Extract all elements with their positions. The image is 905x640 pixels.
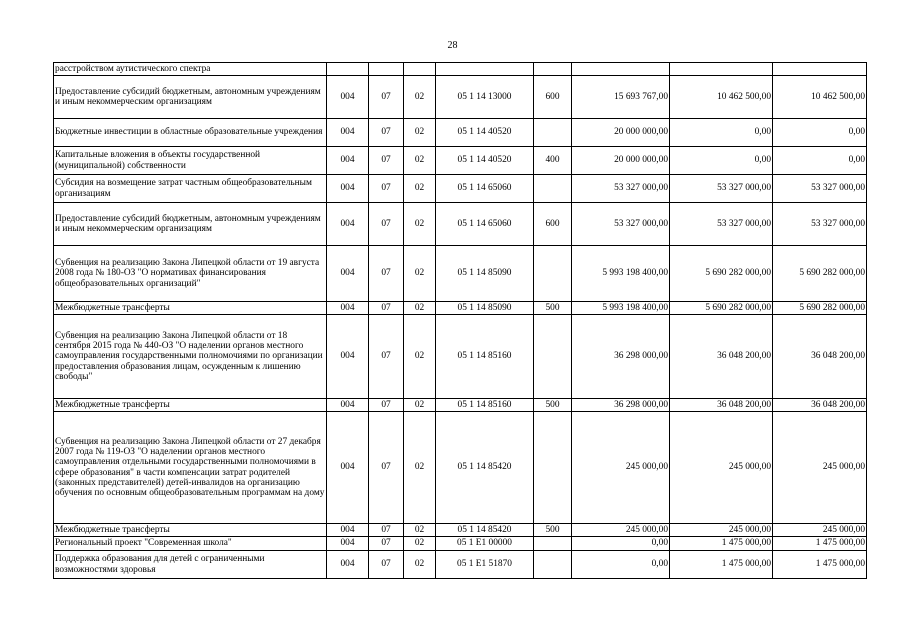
cell-pr: 02 [404,246,436,302]
cell-sum2: 1 475 000,00 [670,537,773,551]
cell-csr: 05 1 14 65060 [436,203,534,246]
table-row [54,203,867,246]
cell-sum3: 36 048 200,00 [773,315,867,399]
cell-pr: 02 [404,203,436,246]
cell-sum3: 53 327 000,00 [773,175,867,203]
cell-sum1: 20 000 000,00 [572,147,670,175]
cell-ved: 004 [327,76,369,119]
cell-sum1: 0,00 [572,551,670,579]
cell-vr: 500 [534,399,572,412]
cell-ved: 004 [327,147,369,175]
cell-name: Поддержка образования для детей с ограниченными возможностями здоровья [54,551,327,579]
cell-pr: 02 [404,76,436,119]
cell-csr: 05 1 14 85160 [436,399,534,412]
cell-name: Региональный проект "Современная школа" [54,537,327,551]
cell-sum2: 36 048 200,00 [670,399,773,412]
cell-sum3: 53 327 000,00 [773,203,867,246]
table-row [54,399,867,412]
cell-sum3: 0,00 [773,147,867,175]
cell-csr: 05 1 14 65060 [436,175,534,203]
cell-csr: 05 1 14 85420 [436,524,534,537]
cell-ved: 004 [327,524,369,537]
cell-csr: 05 1 14 85090 [436,246,534,302]
cell-sum1: 15 693 767,00 [572,76,670,119]
cell-rz: 07 [369,203,404,246]
cell-csr: 05 1 E1 51870 [436,551,534,579]
cell-rz: 07 [369,302,404,315]
cell-vr: 400 [534,147,572,175]
cell-csr: 05 1 14 40520 [436,119,534,147]
cell-rz: 07 [369,175,404,203]
cell-sum2: 10 462 500,00 [670,76,773,119]
cell-vr: 600 [534,76,572,119]
cell-vr: 500 [534,302,572,315]
cell-sum1: 245 000,00 [572,412,670,524]
cell-sum3: 5 690 282 000,00 [773,302,867,315]
cell-name: Субвенция на реализацию Закона Липецкой области от 27 декабря 2007 года № 119-ОЗ "О наделении органов местного самоуправления отдельными государственными полномочиями в сфере образования" в части компенсации затрат родителей (законных представителей) детей-инвалидов на организацию обучения по основным общеобразовательным программам на дому [54,412,327,524]
cell-sum2: 36 048 200,00 [670,315,773,399]
cell-csr: 05 1 14 85420 [436,412,534,524]
cell-sum2: 5 690 282 000,00 [670,302,773,315]
cell-pr: 02 [404,147,436,175]
cell-csr: 05 1 14 85160 [436,315,534,399]
cell-rz: 07 [369,246,404,302]
cell-sum3 [773,63,867,76]
cell-pr: 02 [404,551,436,579]
cell-sum3: 1 475 000,00 [773,551,867,579]
table-row [54,537,867,551]
cell-pr: 02 [404,524,436,537]
cell-sum3: 1 475 000,00 [773,537,867,551]
cell-vr [534,551,572,579]
cell-pr: 02 [404,399,436,412]
budget-table-body [54,63,867,579]
cell-sum1: 20 000 000,00 [572,119,670,147]
cell-sum1: 36 298 000,00 [572,315,670,399]
cell-name: Капитальные вложения в объекты государственной (муниципальной) собственности [54,147,327,175]
cell-vr [534,175,572,203]
cell-vr [534,119,572,147]
cell-name: Бюджетные инвестиции в областные образовательные учреждения [54,119,327,147]
cell-sum1: 0,00 [572,537,670,551]
cell-ved: 004 [327,551,369,579]
cell-pr: 02 [404,175,436,203]
cell-sum3: 10 462 500,00 [773,76,867,119]
cell-csr: 05 1 14 13000 [436,76,534,119]
cell-vr: 500 [534,524,572,537]
cell-pr: 02 [404,412,436,524]
cell-rz: 07 [369,147,404,175]
cell-sum1: 53 327 000,00 [572,175,670,203]
cell-sum1: 5 993 198 400,00 [572,302,670,315]
cell-rz: 07 [369,524,404,537]
cell-name: Предоставление субсидий бюджетным, автономным учреждениям и иным некоммерческим организациям [54,203,327,246]
cell-name: расстройством аутистического спектра [54,63,327,76]
cell-sum1 [572,63,670,76]
cell-sum3: 245 000,00 [773,524,867,537]
table-row [54,175,867,203]
cell-sum2: 245 000,00 [670,524,773,537]
cell-vr [534,246,572,302]
table-row [54,302,867,315]
cell-sum3: 245 000,00 [773,412,867,524]
cell-sum2: 53 327 000,00 [670,203,773,246]
cell-vr [534,412,572,524]
cell-csr [436,63,534,76]
cell-sum2: 5 690 282 000,00 [670,246,773,302]
cell-rz: 07 [369,551,404,579]
page-number: 28 [447,40,458,51]
cell-ved: 004 [327,246,369,302]
cell-sum2: 0,00 [670,147,773,175]
cell-sum3: 0,00 [773,119,867,147]
table-row [54,315,867,399]
cell-sum2: 245 000,00 [670,412,773,524]
cell-rz: 07 [369,399,404,412]
cell-name: Предоставление субсидий бюджетным, автономным учреждениям и иным некоммерческим организациям [54,76,327,119]
cell-rz [369,63,404,76]
cell-sum2: 1 475 000,00 [670,551,773,579]
table-row [54,246,867,302]
cell-sum2: 53 327 000,00 [670,175,773,203]
budget-table [53,62,867,579]
cell-csr: 05 1 14 85090 [436,302,534,315]
cell-sum3: 36 048 200,00 [773,399,867,412]
cell-pr: 02 [404,537,436,551]
cell-pr [404,63,436,76]
table-row [54,119,867,147]
cell-name: Межбюджетные трансферты [54,302,327,315]
cell-ved: 004 [327,315,369,399]
table-row [54,63,867,76]
table-row [54,551,867,579]
cell-rz: 07 [369,119,404,147]
cell-sum1: 53 327 000,00 [572,203,670,246]
cell-pr: 02 [404,302,436,315]
cell-ved: 004 [327,175,369,203]
cell-ved: 004 [327,302,369,315]
cell-ved: 004 [327,399,369,412]
cell-ved: 004 [327,412,369,524]
cell-sum1: 36 298 000,00 [572,399,670,412]
table-row [54,147,867,175]
cell-name: Межбюджетные трансферты [54,524,327,537]
cell-rz: 07 [369,76,404,119]
cell-ved: 004 [327,119,369,147]
cell-pr: 02 [404,119,436,147]
cell-vr [534,63,572,76]
cell-sum2 [670,63,773,76]
cell-rz: 07 [369,412,404,524]
cell-sum1: 245 000,00 [572,524,670,537]
cell-sum1: 5 993 198 400,00 [572,246,670,302]
table-row [54,412,867,524]
cell-ved [327,63,369,76]
cell-ved: 004 [327,203,369,246]
cell-pr: 02 [404,315,436,399]
cell-rz: 07 [369,537,404,551]
cell-sum2: 0,00 [670,119,773,147]
cell-csr: 05 1 14 40520 [436,147,534,175]
table-row [54,524,867,537]
cell-sum3: 5 690 282 000,00 [773,246,867,302]
cell-ved: 004 [327,537,369,551]
table-row [54,76,867,119]
cell-rz: 07 [369,315,404,399]
cell-vr [534,315,572,399]
cell-name: Субвенция на реализацию Закона Липецкой области от 18 сентября 2015 года № 440-ОЗ "О наделении органов местного самоуправления государственными полномочиями по организации предоставления образования лицам, осужденным к лишению свободы" [54,315,327,399]
cell-name: Субвенция на реализацию Закона Липецкой области от 19 августа 2008 года № 180-ОЗ "О нормативах финансирования общеобразовательных организаций" [54,246,327,302]
cell-vr: 600 [534,203,572,246]
cell-vr [534,537,572,551]
cell-csr: 05 1 E1 00000 [436,537,534,551]
cell-name: Межбюджетные трансферты [54,399,327,412]
cell-name: Субсидия на возмещение затрат частным общеобразовательным организациям [54,175,327,203]
